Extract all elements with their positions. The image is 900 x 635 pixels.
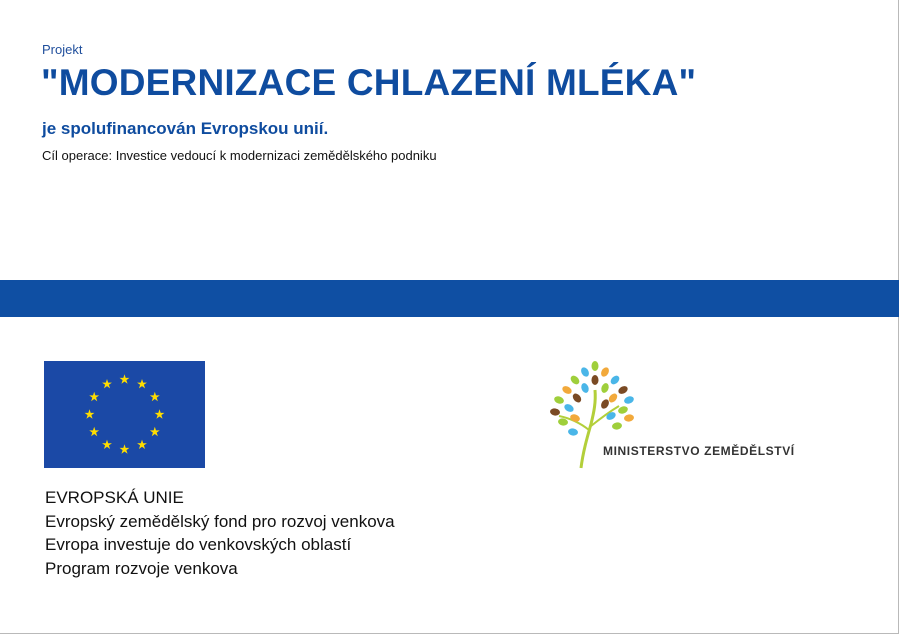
eu-text-block bbox=[45, 486, 395, 580]
eu-program-line: Program rozvoje venkova bbox=[45, 558, 238, 578]
project-label: Projekt bbox=[42, 42, 83, 57]
eu-fund-line: Evropský zemědělský fond pro rozvoj venkova bbox=[45, 511, 395, 531]
eu-heading: EVROPSKÁ UNIE bbox=[45, 488, 184, 507]
cofinanced-statement: je spolufinancován Evropskou unií. bbox=[42, 119, 329, 138]
blue-band bbox=[0, 280, 899, 317]
operation-goal: Cíl operace: Investice vedoucí k modernizaci zemědělského podniku bbox=[42, 148, 437, 163]
project-title: "MODERNIZACE CHLAZENÍ MLÉKA" bbox=[41, 62, 697, 103]
eu-invest-line: Evropa investuje do venkovských oblastí bbox=[45, 535, 352, 554]
ministry-name: MINISTERSTVO ZEMĚDĚLSTVÍ bbox=[603, 444, 795, 458]
eu-flag-icon bbox=[44, 361, 205, 468]
